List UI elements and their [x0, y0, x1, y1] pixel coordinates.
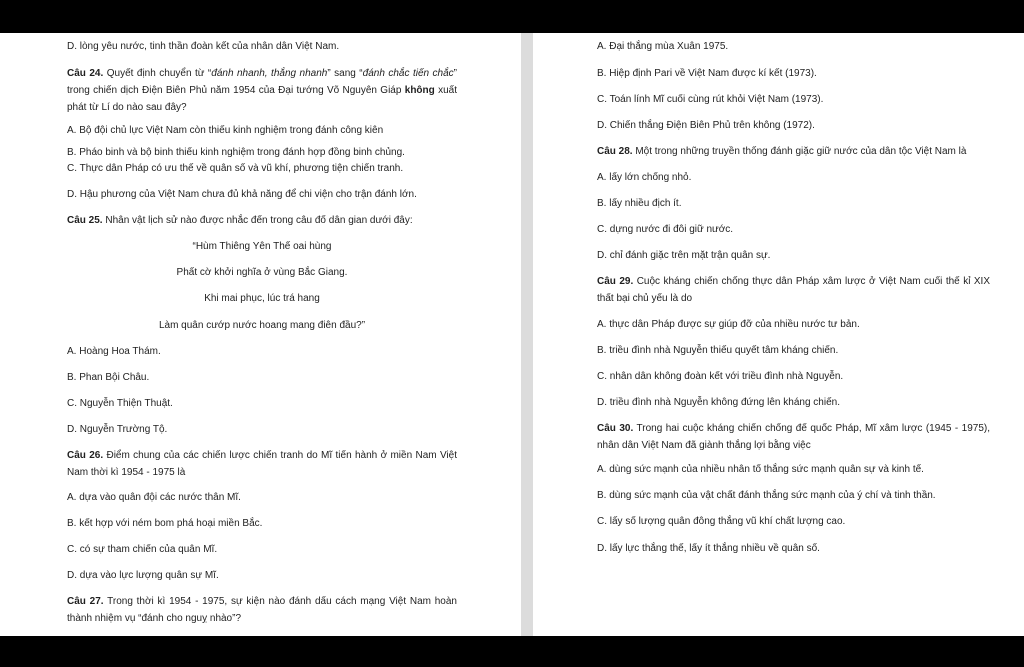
q24-option-c: C. Thực dân Pháp có ưu thế về quân số và vũ khí, phương tiện chiến tranh.	[67, 163, 404, 174]
poem-line-2: Phất cờ khởi nghĩa ở vùng Bắc Giang.	[176, 267, 348, 278]
question-29: Câu 29. Cuộc kháng chiến chống thực dân Pháp xâm lược ở Việt Nam cuối thế kỉ XIX thất bại chủ yếu là do	[597, 276, 990, 304]
q26-number: Câu 26.	[67, 450, 104, 461]
q30-number: Câu 30.	[597, 423, 634, 434]
q29-option-c: C. nhân dân không đoàn kết với triều đình nhà Nguyễn.	[597, 371, 844, 382]
q30-option-a: A. dùng sức mạnh của nhiều nhân tố thắng sức mạnh quân sự và kinh tế.	[597, 464, 924, 475]
q28-option-d: D. chỉ đánh giặc trên mặt trận quân sự.	[597, 250, 771, 261]
q29-option-a: A. thực dân Pháp được sự giúp đỡ của nhiều nước tư bản.	[597, 319, 860, 330]
q28-option-b: B. lấy nhiều địch ít.	[597, 198, 682, 209]
q24-option-a: A. Bộ đội chủ lực Việt Nam còn thiếu kinh nghiệm trong đánh công kiên	[67, 125, 384, 136]
question-24: Câu 24. Quyết định chuyển từ “đánh nhanh, thắng nhanh” sang “đánh chắc tiến chắc” trong chiến dịch Điện Biên Phủ năm 1954 của Đại tướng Võ Nguyên Giáp không xuất phát từ Lí do nào sau đây?	[67, 68, 458, 113]
q27-option-b: B. Hiệp định Pari về Việt Nam được kí kết (1973).	[597, 68, 817, 79]
q24-number: Câu 24.	[67, 68, 104, 79]
q25-option-b: B. Phan Bội Châu.	[67, 372, 150, 383]
q26-option-d: D. dựa vào lực lượng quân sự Mĩ.	[67, 570, 219, 581]
q27-option-d: D. Chiến thắng Điện Biên Phủ trên không (1972).	[597, 120, 815, 131]
question-26: Câu 26. Điểm chung của các chiến lược chiến tranh do Mĩ tiến hành ở miền Nam Việt Nam thời kì 1954 - 1975 là	[67, 450, 457, 478]
question-25: Câu 25. Nhân vật lịch sử nào được nhắc đến trong câu đố dân gian dưới đây:	[67, 215, 413, 226]
poem-line-4: Làm quân cướp nước hoang mang điên đầu?”	[158, 320, 366, 331]
left-document-page	[0, 33, 521, 636]
q26-option-b: B. kết hợp với ném bom phá hoại miền Bắc.	[67, 518, 263, 529]
right-document-page	[533, 33, 1024, 636]
page-gutter	[521, 33, 533, 636]
q30-option-d: D. lấy lực thắng thế, lấy ít thắng nhiều về quân số.	[597, 543, 820, 554]
q30-option-b: B. dùng sức mạnh của vật chất đánh thắng sức mạnh của ý chí và tinh thần.	[597, 490, 936, 501]
poem-line-3: Khi mai phục, lúc trá hang	[204, 293, 320, 304]
q29-option-b: B. triều đình nhà Nguyễn thiếu quyết tâm kháng chiến.	[597, 345, 839, 356]
q24-option-d: D. Hậu phương của Việt Nam chưa đủ khả năng để chi viện cho trận đánh lớn.	[67, 189, 417, 200]
q25-option-d: D. Nguyễn Trường Tộ.	[67, 424, 168, 435]
q25-option-c: C. Nguyễn Thiện Thuật.	[67, 398, 173, 409]
question-27: Câu 27. Trong thời kì 1954 - 1975, sự kiện nào đánh dấu cách mạng Việt Nam hoàn thành nhiệm vụ “đánh cho nguỵ nhào”?	[67, 596, 457, 624]
q25-option-a: A. Hoàng Hoa Thám.	[67, 346, 161, 357]
q28-option-a: A. lấy lớn chống nhỏ.	[597, 172, 692, 183]
q29-option-d: D. triều đình nhà Nguyễn không đứng lên kháng chiến.	[597, 397, 840, 408]
q27-option-c: C. Toán lính Mĩ cuối cùng rút khỏi Việt Nam (1973).	[597, 94, 824, 105]
q26-option-a: A. dựa vào quân đội các nước thân Mĩ.	[67, 492, 241, 503]
q26-option-c: C. có sự tham chiến của quân Mĩ.	[67, 544, 218, 555]
q23-option-d: D. lòng yêu nước, tinh thần đoàn kết của nhân dân Việt Nam.	[67, 41, 340, 52]
q27-option-a: A. Đại thắng mùa Xuân 1975.	[597, 41, 729, 52]
q25-number: Câu 25.	[67, 215, 103, 226]
q27-number: Câu 27.	[67, 596, 104, 607]
q24-option-b: B. Pháo binh và bộ binh thiếu kinh nghiệm trong đánh hợp đồng binh chủng.	[67, 147, 405, 158]
q29-number: Câu 29.	[597, 276, 634, 287]
question-30: Câu 30. Trong hai cuộc kháng chiến chống đế quốc Pháp, Mĩ xâm lược (1945 - 1975), nhân dân Việt Nam đã giành thắng lợi bằng việc	[597, 423, 990, 451]
question-28: Câu 28. Một trong những truyền thống đánh giặc giữ nước của dân tộc Việt Nam là	[597, 146, 967, 157]
q28-option-c: C. dựng nước đi đôi giữ nước.	[597, 224, 734, 235]
q30-option-c: C. lấy số lượng quân đông thắng vũ khí chất lượng cao.	[597, 516, 846, 527]
q28-number: Câu 28.	[597, 146, 633, 157]
poem-line-1: “Hùm Thiêng Yên Thế oai hùng	[192, 241, 332, 252]
